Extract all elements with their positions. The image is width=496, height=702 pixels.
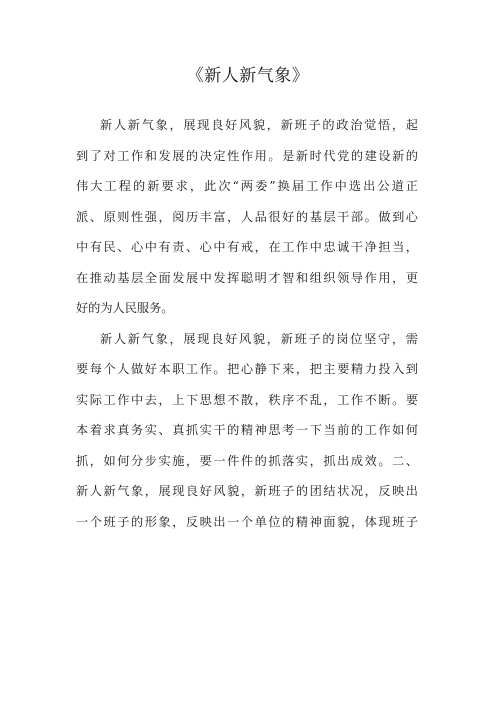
paragraph-1 [76,110,418,324]
text-line: 伟大工程的新要求，此次“两委”换届工作中选出公道正 [76,179,418,193]
text-line: 新人新气象，展现良好风貌，新班子的政治觉悟，起 [100,118,418,132]
text-line: 本着求真务实、真抓实干的精神思考一下当前的工作如何 [76,423,418,437]
text-line: 中有民、心中有责、心中有戒，在工作中忠诚干净担当， [76,240,418,254]
text-line: 到了对工作和发展的决定性作用。是新时代党的建设新的 [76,148,418,163]
text-line: 实际工作中去，上下思想不散，秩序不乱，工作不断。要 [76,392,418,407]
paragraph-2 [76,324,418,538]
text-line: 新人新气象，展现良好风貌，新班子的岗位坚守，需 [100,331,418,346]
text-line: 要每个人做好本职工作。把心静下来，把主要精力投入到 [76,362,418,376]
text-line: 新人新气象，展现良好风貌，新班子的团结状况，反映出 [76,484,418,498]
text-line: 派、原则性强，阅历丰富，人品很好的基层干部。做到心 [76,209,418,224]
text-line: 好的为人民服务。 [76,301,174,315]
document-body [76,110,418,537]
text-line: 抓，如何分步实施，要一件件的抓落实，抓出成效。二、 [76,453,418,468]
document-title: 《新人新气象》 [186,66,310,86]
text-line: 一个班子的形象，反映出一个单位的精神面貌，体现班子 [76,514,418,529]
text-line: 在推动基层全面发展中发挥聪明才智和组织领导作用，更 [76,270,418,285]
